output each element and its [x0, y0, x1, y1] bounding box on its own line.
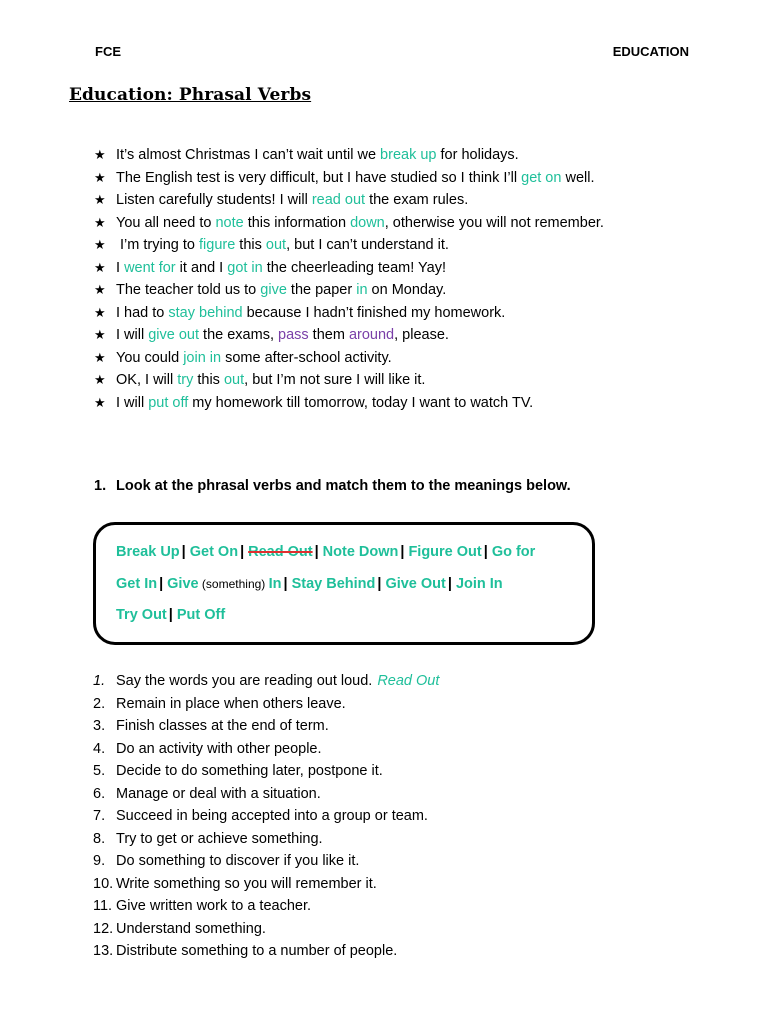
definition-item — [93, 805, 439, 828]
phrasal-verb-highlight: note — [215, 214, 244, 231]
sentence-fragment: this information — [243, 214, 351, 231]
phrasal-verb-highlight: break up — [380, 147, 437, 163]
definition-number: 9. — [93, 853, 106, 869]
separator: | — [377, 576, 382, 592]
phrasal-verb-highlight: got in — [227, 259, 263, 276]
sentence-text — [116, 369, 425, 392]
definition-text: Do an activity with other people. — [116, 740, 322, 757]
sentence-fragment: it and I — [175, 259, 228, 276]
sentence-fragment: some after-school activity. — [221, 349, 392, 366]
sentence-fragment: I will — [116, 394, 149, 411]
sentence-text — [116, 279, 446, 302]
phrasal-verb-highlight: pass — [278, 327, 309, 343]
definitions-list — [93, 670, 439, 963]
sentence-item — [94, 369, 734, 392]
sentence-fragment: them — [308, 327, 349, 343]
page-header — [95, 44, 689, 59]
star-icon: ★ — [94, 237, 106, 252]
definition-item — [93, 940, 439, 963]
sentence-fragment: I will — [116, 327, 149, 343]
phrasal-verb-option: Give — [167, 576, 199, 592]
definition-number: 6. — [93, 785, 106, 802]
phrasal-verb-highlight: read out — [311, 192, 366, 208]
definition-text: Write something so you will remember it. — [116, 875, 377, 892]
sentence-item — [94, 324, 734, 347]
definition-number: 2. — [93, 695, 106, 712]
sentence-fragment: for holidays. — [436, 147, 519, 163]
star-icon: ★ — [94, 147, 106, 162]
box-line — [116, 544, 535, 560]
sentence-fragment: The teacher told us to — [116, 282, 261, 298]
phrasal-verb-option: In — [268, 576, 282, 592]
sentence-fragment: Listen carefully students! I will — [116, 192, 312, 208]
definition-text: Do something to discover if you like it. — [116, 853, 360, 869]
phrasal-verb-highlight: give out — [148, 327, 200, 343]
sentence-item — [94, 234, 734, 257]
sentence-fragment: on Monday. — [367, 282, 447, 298]
sentence-fragment: I — [116, 259, 125, 276]
star-icon: ★ — [94, 259, 106, 275]
star-icon: ★ — [94, 192, 106, 207]
sentence-text — [116, 302, 505, 325]
definition-number: 12. — [93, 920, 114, 937]
sentence-text — [116, 392, 533, 415]
phrasal-verb-highlight: join in — [183, 349, 222, 366]
box-note: (something) — [198, 577, 269, 591]
phrasal-verb-option: Read Out — [248, 544, 313, 560]
sentence-fragment: , please. — [394, 327, 449, 343]
phrasal-verb-option: Note Down — [322, 544, 399, 560]
sentence-fragment: It’s almost Christmas I can’t wait until we — [116, 147, 381, 163]
sentence-text — [116, 234, 449, 257]
definition-item — [93, 693, 439, 716]
separator: | — [240, 544, 245, 560]
definition-text: Manage or deal with a situation. — [116, 785, 321, 802]
definition-text: Decide to do something later, postpone it. — [116, 763, 383, 779]
sentence-fragment: I had to — [116, 304, 169, 321]
sentence-item — [94, 189, 734, 212]
star-icon: ★ — [94, 372, 106, 387]
definition-item — [93, 738, 439, 761]
phrasal-verb-option: Figure Out — [408, 544, 482, 560]
star-icon: ★ — [94, 327, 106, 342]
phrasal-verb-option: Get In — [116, 576, 158, 592]
sentence-fragment: the cheerleading team! Yay! — [262, 259, 446, 276]
sentence-item — [94, 212, 734, 235]
star-icon: ★ — [94, 304, 106, 320]
sentence-fragment: You all need to — [116, 214, 216, 231]
sentence-fragment: well. — [561, 169, 595, 186]
star-icon: ★ — [94, 214, 106, 230]
phrasal-verb-highlight: went for — [124, 259, 176, 276]
separator: | — [447, 576, 452, 592]
header-right: EDUCATION — [612, 44, 689, 59]
definition-number: 10. — [93, 875, 114, 892]
star-icon: ★ — [94, 282, 106, 297]
sentence-fragment: , but I can’t understand it. — [286, 237, 449, 253]
sentence-text — [116, 257, 446, 280]
sentence-fragment: , but I’m not sure I will like it. — [244, 372, 426, 388]
sentence-item — [94, 302, 734, 325]
separator: | — [181, 544, 186, 560]
phrasal-verb-highlight: in — [356, 282, 368, 298]
definition-number: 7. — [93, 808, 106, 824]
definition-item — [93, 850, 439, 873]
sentence-fragment: the exam rules. — [365, 192, 469, 208]
definition-number: 13. — [93, 943, 114, 959]
definition-number: 1. — [93, 673, 106, 689]
sentence-text — [116, 212, 604, 235]
exercise-number: 1. — [94, 478, 107, 494]
sentence-item — [94, 347, 734, 370]
definition-text: Give written work to a teacher. — [116, 898, 312, 914]
phrasal-verb-highlight: try — [177, 372, 194, 388]
definition-number: 8. — [93, 830, 106, 847]
phrasal-verb-highlight: put off — [148, 394, 189, 411]
example-sentences-list — [94, 144, 734, 414]
sentence-fragment: the paper — [286, 282, 357, 298]
star-icon: ★ — [94, 169, 106, 185]
phrasal-verb-highlight: give — [260, 282, 287, 298]
sentence-fragment: The English test is very difficult, but I have studied so I think I’ll — [116, 169, 522, 186]
definition-item — [93, 895, 439, 918]
sentence-item — [94, 144, 734, 167]
sentence-fragment: because I hadn’t finished my homework. — [242, 304, 506, 321]
star-icon: ★ — [94, 349, 106, 365]
phrasal-verb-option: Put Off — [176, 607, 226, 623]
definition-item — [93, 760, 439, 783]
sentence-fragment: the exams, — [199, 327, 279, 343]
sentence-fragment: this — [193, 372, 224, 388]
phrasal-verb-highlight: get on — [521, 169, 562, 186]
phrasal-verb-option: Give Out — [385, 576, 446, 592]
definition-item — [93, 873, 439, 896]
phrasal-verb-highlight: around — [348, 327, 395, 343]
sentence-text — [116, 167, 595, 190]
sentence-text — [116, 347, 392, 370]
separator: | — [483, 544, 488, 560]
definition-number: 4. — [93, 740, 106, 757]
sentence-item — [94, 392, 734, 415]
separator: | — [283, 576, 288, 592]
definition-text: Distribute something to a number of people. — [116, 943, 398, 959]
definition-answer: Read Out — [377, 673, 440, 689]
sentence-item — [94, 167, 734, 190]
separator: | — [314, 544, 319, 560]
separator: | — [400, 544, 405, 560]
separator: | — [168, 607, 173, 623]
sentence-text — [116, 144, 519, 167]
definition-text: Try to get or achieve something. — [116, 830, 323, 847]
phrasal-verb-option: Join In — [455, 576, 503, 592]
sentence-item — [94, 279, 734, 302]
definition-text: Remain in place when others leave. — [116, 695, 346, 712]
definition-item — [93, 918, 439, 941]
phrasal-verb-option: Break Up — [116, 544, 180, 560]
header-left: FCE — [95, 44, 121, 59]
phrasal-verb-box — [93, 522, 595, 645]
exercise-instruction — [94, 478, 571, 494]
definition-text: Say the words you are reading out loud. — [116, 673, 373, 689]
definition-item — [93, 783, 439, 806]
definition-number: 5. — [93, 763, 106, 779]
phrasal-verb-option: Get On — [189, 544, 239, 560]
separator: | — [159, 576, 164, 592]
definition-number: 3. — [93, 718, 106, 734]
phrasal-verb-highlight: stay behind — [168, 304, 243, 321]
phrasal-verb-option: Try Out — [116, 607, 167, 623]
definition-text: Finish classes at the end of term. — [116, 718, 329, 734]
definition-item — [93, 715, 439, 738]
sentence-fragment: this — [235, 237, 266, 253]
star-icon: ★ — [94, 394, 106, 410]
sentence-fragment: my homework till tomorrow, today I want to watch TV. — [188, 394, 534, 411]
sentence-fragment: You could — [116, 349, 184, 366]
definition-text: Succeed in being accepted into a group or team. — [116, 808, 428, 824]
box-line — [116, 576, 503, 592]
sentence-text — [116, 324, 449, 347]
phrasal-verb-highlight: figure — [199, 237, 236, 253]
sentence-text — [116, 189, 468, 212]
phrasal-verb-highlight: down — [350, 214, 385, 231]
sentence-fragment: I’m trying to — [116, 237, 199, 253]
definition-number: 11. — [93, 898, 113, 914]
phrasal-verb-option: Go for — [491, 544, 536, 560]
definition-item — [93, 670, 439, 693]
phrasal-verb-option: Stay Behind — [291, 576, 376, 592]
sentence-item — [94, 257, 734, 280]
exercise-instruction-text: Look at the phrasal verbs and match them to the meanings below. — [116, 478, 571, 494]
phrasal-verb-highlight: out — [223, 372, 245, 388]
definition-item — [93, 828, 439, 851]
phrasal-verb-highlight: out — [265, 237, 287, 253]
page-title: Education: Phrasal Verbs — [69, 85, 312, 105]
definition-text: Understand something. — [116, 920, 266, 937]
sentence-fragment: , otherwise you will not remember. — [384, 214, 604, 231]
sentence-fragment: OK, I will — [116, 372, 178, 388]
box-line — [116, 607, 225, 623]
